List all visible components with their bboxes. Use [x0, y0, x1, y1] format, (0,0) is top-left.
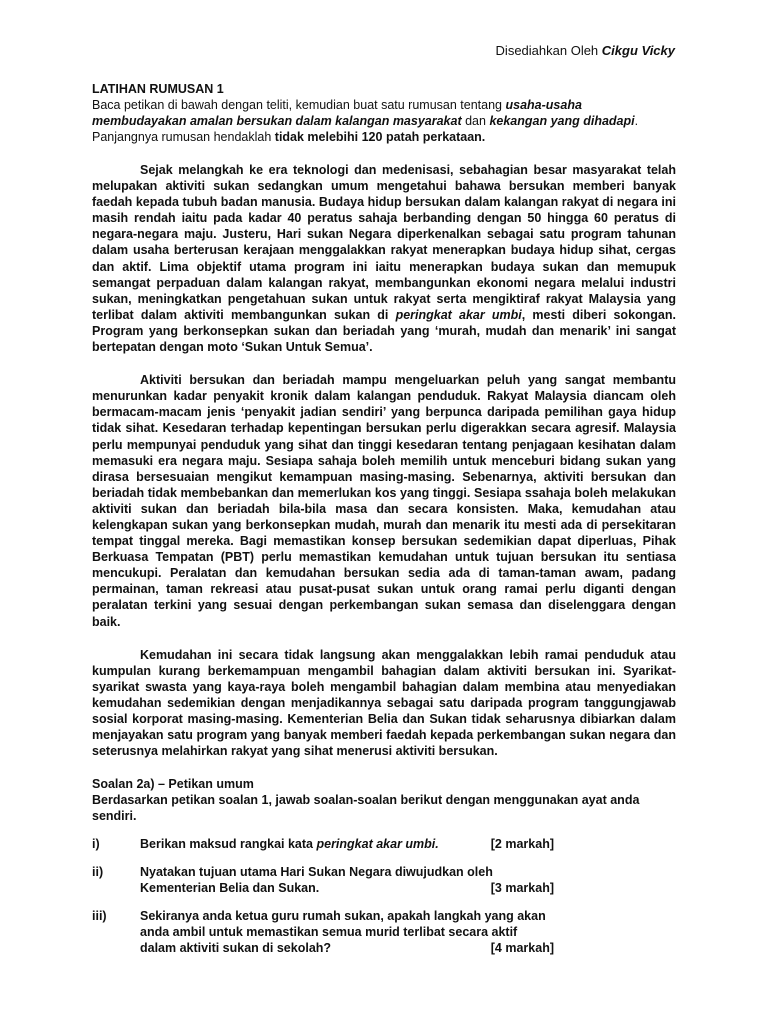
header-prefix: Disediahkan Oleh	[495, 43, 602, 58]
question-3-text: Sekiranya anda ketua guru rumah sukan, apakah langkah yang akan anda ambil untuk memastikan semua murid terlibat secara aktif dalam aktiviti sukan di sekolah?	[140, 909, 546, 956]
intro-word-limit: tidak melebihi 120 patah perkataan.	[274, 130, 486, 144]
passage-paragraph-3: Kemudahan ini secara tidak langsung akan menggalakkan lebih ramai penduduk atau kumpulan kurang berkemampuan mengambil bahagian dalam aktiviti bersukan ini. Syarikat-syarikat swasta yang kaya-raya boleh mengambil bahagian dalam membina atau menyediakan kemudahan sedemikian dengan menjadikannya sebagai satu daripada program tanggungjawab sosial korporat masing-masing. Kementerian Belia dan Sukan tidak seharusnya dibiarkan dalam menjayakan satu program yang banyak memberi faedah kepada perkembangan sukan negara dan seterusnya melahirkan rakyat yang sihat menerusi aktiviti bersukan.	[92, 647, 676, 759]
question-2-text: Nyatakan tujuan utama Hari Sukan Negara diwujudkan oleh Kementerian Belia dan Sukan.	[140, 865, 493, 896]
passage-paragraph-2: Aktiviti bersukan dan beriadah mampu mengeluarkan peluh yang sangat membantu menurunkan kadar penyakit kronik dalam kalangan penduduk. Rakyat Malaysia diancam oleh bermacam-macam jenis ‘penyakit jadian sendiri’ yang berpunca daripada pemilihan gaya hidup tidak sihat. Kesedaran terhadap kepentingan bersukan perlu digerakkan secara agresif. Malaysia perlu mempunyai penduduk yang sihat dan tinggi kesedaran tentang penjagaan kesihatan dalam memasuki era negara maju. Sesiapa sahaja boleh memilih untuk menceburi bidang sukan yang dirasa bersesuaian mengikut kemampuan masing-masing. Sebenarnya, aktiviti bersukan dan beriadah tidak membebankan dan memerlukan kos yang tinggi. Sesiapa ssahaja boleh melakukan aktiviti sukan dan beriadah bila-bila masa dan secara konsisten. Maka, kemudahan atau kelengkapan sukan yang berkonsepkan mudah, murah dan menarik itu mesti ada di persekitaran tempat tinggal mereka. Bagi memastikan konsep bersukan sedemikian dapat diperluas, Pihak Berkuasa Tempatan (PBT) perlu memastikan kemudahan untuk tujuan bersukan itu sentiasa mencukupi. Peralatan dan kemudahan bersukan sedia ada di taman-taman awam, padang permainan, taman rekreasi atau pusat-pusat sukan untuk orang ramai perlu diganti dengan peralatan terkini yang sesuai dengan perkembangan sukan semasa dan diselenggara dengan baik.	[92, 373, 676, 629]
intro-text-2: dan	[461, 114, 490, 128]
document-body	[92, 82, 676, 968]
question-item	[92, 908, 676, 956]
question-text	[140, 864, 554, 896]
question-text	[140, 908, 554, 956]
question-section-instruction: Berdasarkan petikan soalan 1, jawab soalan-soalan berikut dengan menggunakan ayat anda sendiri.	[92, 793, 640, 824]
question-section-heading: Soalan 2a) – Petikan umum	[92, 777, 254, 792]
question-mark: [4 markah]	[490, 941, 554, 956]
question-list	[92, 836, 676, 956]
question-item	[92, 864, 676, 896]
header-author: Cikgu Vicky	[601, 43, 675, 58]
intro-topic-2: kekangan yang dihadapi	[489, 114, 635, 128]
exercise-title: LATIHAN RUMUSAN 1	[92, 82, 224, 96]
question-number: ii)	[92, 865, 104, 880]
question-number: iii)	[92, 909, 107, 924]
passage-paragraph-1	[92, 162, 676, 355]
question-text	[140, 836, 554, 852]
document-header	[496, 43, 675, 58]
paragraph-1-text-a: Sejak melangkah ke era teknologi dan medenisasi, sebahagian besar masyarakat telah melupakan aktiviti sukan sedangkan umum mengetahui bahawa bersukan memberi banyak faedah kepada tubuh badan manusia. Budaya hidup bersukan dalam kalangan rakyat di negara ini masih rendah iaitu pada kadar 40 peratus sahaja berbanding dengan 50 hingga 60 peratus di negara-negara maju. Justeru, Hari sukan Negara diperkenalkan sebagai satu program tahunan dalam usaha berterusan kerajaan menggalakkan rakyat menerapkan budaya hidup sihat, cergas dan aktif. Lima objektif utama program ini iaitu menerapkan budaya sukan dan memupuk semangat perpaduan dalam kalangan rakyat, membangunkan ekonomi negara melalui industri sukan, meningkatkan pengetahuan sukan untuk rakyat serta mengiktiraf rakyat Malaysia yang terlibat dalam aktiviti membangunkan sukan di	[92, 163, 676, 322]
intro-topic-1: usaha-usaha membudayakan amalan bersukan dalam kalangan masyarakat	[92, 98, 582, 128]
intro-text-3: . Panjangnya rumusan hendaklah	[92, 114, 639, 144]
intro-text-1: Baca petikan di bawah dengan teliti, kemudian buat satu rumusan tentang	[92, 98, 506, 112]
question-1-italic: peringkat akar umbi.	[316, 837, 439, 852]
question-mark: [2 markah]	[490, 837, 554, 852]
paragraph-1-italic: peringkat akar umbi	[395, 307, 522, 322]
instructions	[92, 97, 676, 145]
question-number: i)	[92, 837, 100, 852]
paragraph-1-text-b: , mesti diberi sokongan. Program yang berkonsepkan sukan dan beriadah yang ‘murah, mudah dan menarik’ ini sangat bertepatan dengan moto ‘Sukan Untuk Semua’.	[92, 307, 676, 355]
question-mark: [3 markah]	[490, 881, 554, 896]
question-item	[92, 836, 676, 852]
question-1-text: Berikan maksud rangkai kata	[140, 837, 317, 852]
